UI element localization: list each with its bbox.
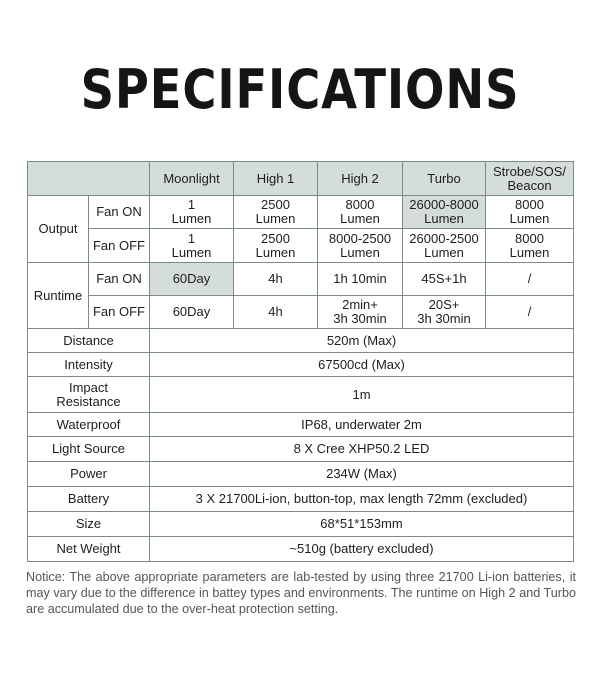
column-header: Turbo — [403, 162, 486, 196]
table-cell: 1 Lumen — [150, 196, 234, 229]
table-cell-highlighted: 26000-8000 Lumen — [403, 196, 486, 229]
sub-header-fan-on: Fan ON — [89, 263, 150, 296]
spec-label: Battery — [28, 487, 150, 512]
spec-value: 234W (Max) — [150, 462, 574, 487]
spec-label: Size — [28, 512, 150, 537]
table-cell: 2500 Lumen — [234, 229, 318, 263]
table-row — [28, 487, 574, 512]
spec-value: 1m — [150, 377, 574, 413]
spec-value: 68*51*153mm — [150, 512, 574, 537]
sub-header-fan-off: Fan OFF — [89, 229, 150, 263]
table-cell: 45S+1h — [403, 263, 486, 296]
table-cell: / — [486, 263, 574, 296]
table-cell: 4h — [234, 296, 318, 329]
row-header-runtime: Runtime — [28, 263, 89, 329]
page-title: SPECIFICATIONS — [80, 58, 520, 121]
column-header: Moonlight — [150, 162, 234, 196]
spec-value: 520m (Max) — [150, 329, 574, 353]
specifications-table — [27, 161, 574, 562]
table-row — [28, 437, 574, 462]
table-row — [28, 537, 574, 562]
table-cell: 1 Lumen — [150, 229, 234, 263]
spec-value: ~510g (battery excluded) — [150, 537, 574, 562]
table-cell: 26000-2500 Lumen — [403, 229, 486, 263]
column-header: High 2 — [318, 162, 403, 196]
table-row — [28, 377, 574, 413]
header-corner-cell — [28, 162, 150, 196]
table-cell: 60Day — [150, 296, 234, 329]
table-cell: 20S+ 3h 30min — [403, 296, 486, 329]
spec-label: Intensity — [28, 353, 150, 377]
table-cell: 8000-2500 Lumen — [318, 229, 403, 263]
sub-header-fan-on: Fan ON — [89, 196, 150, 229]
table-row — [28, 196, 574, 229]
table-cell: 8000 Lumen — [486, 196, 574, 229]
sub-header-fan-off: Fan OFF — [89, 296, 150, 329]
table-cell: 4h — [234, 263, 318, 296]
table-cell: 2min+ 3h 30min — [318, 296, 403, 329]
spec-label: Net Weight — [28, 537, 150, 562]
table-cell: 2500 Lumen — [234, 196, 318, 229]
spec-label: Distance — [28, 329, 150, 353]
table-row — [28, 413, 574, 437]
table-row — [28, 229, 574, 263]
table-row — [28, 296, 574, 329]
table-row — [28, 512, 574, 537]
table-row — [28, 263, 574, 296]
spec-value: 3 X 21700Li-ion, button-top, max length 72mm (excluded) — [150, 487, 574, 512]
table-cell-highlighted: 60Day — [150, 263, 234, 296]
spec-value: IP68, underwater 2m — [150, 413, 574, 437]
column-header: Strobe/SOS/ Beacon — [486, 162, 574, 196]
column-header: High 1 — [234, 162, 318, 196]
spec-label: Light Source — [28, 437, 150, 462]
spec-value: 67500cd (Max) — [150, 353, 574, 377]
table-row — [28, 329, 574, 353]
table-cell: 8000 Lumen — [318, 196, 403, 229]
spec-value: 8 X Cree XHP50.2 LED — [150, 437, 574, 462]
notice-text: Notice: The above appropriate parameters are lab-tested by using three 21700 Li-ion batteries, it may vary due to the difference in battey types and environments. The runtime on High 2 and Turbo are accumulated due to the over-heat protection setting. — [26, 570, 576, 616]
spec-label: Waterproof — [28, 413, 150, 437]
spec-label: Power — [28, 462, 150, 487]
table-row — [28, 353, 574, 377]
table-header-row — [28, 162, 574, 196]
spec-label: Impact Resistance — [28, 377, 150, 413]
row-header-output: Output — [28, 196, 89, 263]
table-cell: 1h 10min — [318, 263, 403, 296]
table-row — [28, 462, 574, 487]
table-cell: 8000 Lumen — [486, 229, 574, 263]
table-cell: / — [486, 296, 574, 329]
